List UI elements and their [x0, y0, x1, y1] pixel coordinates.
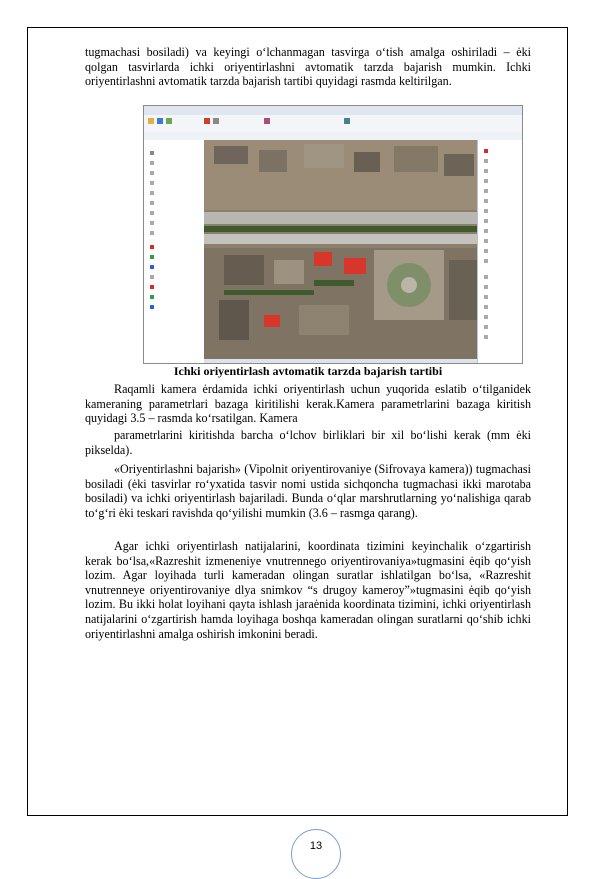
properties-panel [477, 140, 522, 364]
paragraph-units: parametrlarini kiritishda barcha o‘lchov birliklari bir xil bo‘lishi kerak (mm ėki pikselda). [85, 428, 531, 457]
app-statusbar [204, 359, 480, 363]
figure-caption: Ichki oriyentirlash avtomatik tarzda bajarish tartibi [173, 364, 443, 378]
save-icon[interactable] [157, 118, 163, 124]
layers-icon[interactable] [166, 118, 172, 124]
figure-gis-screenshot [143, 105, 523, 364]
page-number-badge [291, 829, 341, 879]
paragraph-intro: tugmachasi bosiladi) va keyingi o‘lchanmagan tasvirga o‘tish amalga oshiriladi – ėki qolgan tasvirlarda ichki oriyentirlashni avtomatik tarzda bajarish mumkin. Ichki oriyentirlashni avtomatik tarzda bajarish tartibi quyidagi rasmda keltirilgan. [85, 45, 531, 89]
page-number: 13 [309, 840, 323, 852]
measure-icon[interactable] [264, 118, 270, 124]
zoom-icon[interactable] [204, 118, 210, 124]
layer-tree-panel [144, 140, 205, 364]
orthophoto-map-view[interactable] [204, 140, 480, 361]
app-menubar [144, 132, 522, 140]
aerial-image [204, 140, 480, 361]
folder-icon[interactable] [148, 118, 154, 124]
app-titlebar [144, 106, 522, 115]
paragraph-run-orientation: «Oriyentirlashni bajarish» (Vipolnit oriyentirovaniye (Sifrovaya kamera)) tugmachasi bosiladi (ėki tasvirlar ro‘yxatida tasvir nomi ustida sichqoncha tugmachasi ikki marotaba bosiladi) va ichki oriyentirlash bajariladi. Bunda o‘qlar marshrutlarning yo‘nalishiga qarab to‘g‘ri ėki teskari ravishda qo‘yilishi mumkin (3.6 – rasmga qarang). [85, 462, 531, 520]
paragraph-change-orientation: Agar ichki oriyentirlash natijalarini, koordinata tizimini keyinchalik o‘zgartirish kerak bo‘lsa,«Razreshit izmeneniye vnutrennego oriyentirovaniya»tugmasini ėqib qo‘yish lozim. Agar loyihada turli kameradan olingan suratlar ishlatilgan bo‘lsa, «Razreshit vnutrenneye oriyentirovaniye dlya snimkov “s drugoy kameroy”»tugmasini ėqib qo‘yish lozim. Bu ikki holat loyihani qayta ishlash jaraėnida koordinata tizimini, ichki oriyentirlash natijalarini o‘zgartirish hamda loyihaga boshqa kameradan olingan suratlarni qo‘shib ichki oriyentirlashni amalga oshirish imkonini beradi. [85, 539, 531, 641]
settings-icon[interactable] [344, 118, 350, 124]
paragraph-camera-params: Raqamli kamera ėrdamida ichki oriyentirlash uchun yuqorida eslatib o‘tilganidek kameraning parametrlari bazaga kiritilishi kerak.Kamera parametrlarini bazaga kiritish quyidagi 3.5 – rasmda ko‘rsatilgan. Kamera [85, 382, 531, 426]
pan-icon[interactable] [213, 118, 219, 124]
app-toolbar [144, 115, 522, 133]
